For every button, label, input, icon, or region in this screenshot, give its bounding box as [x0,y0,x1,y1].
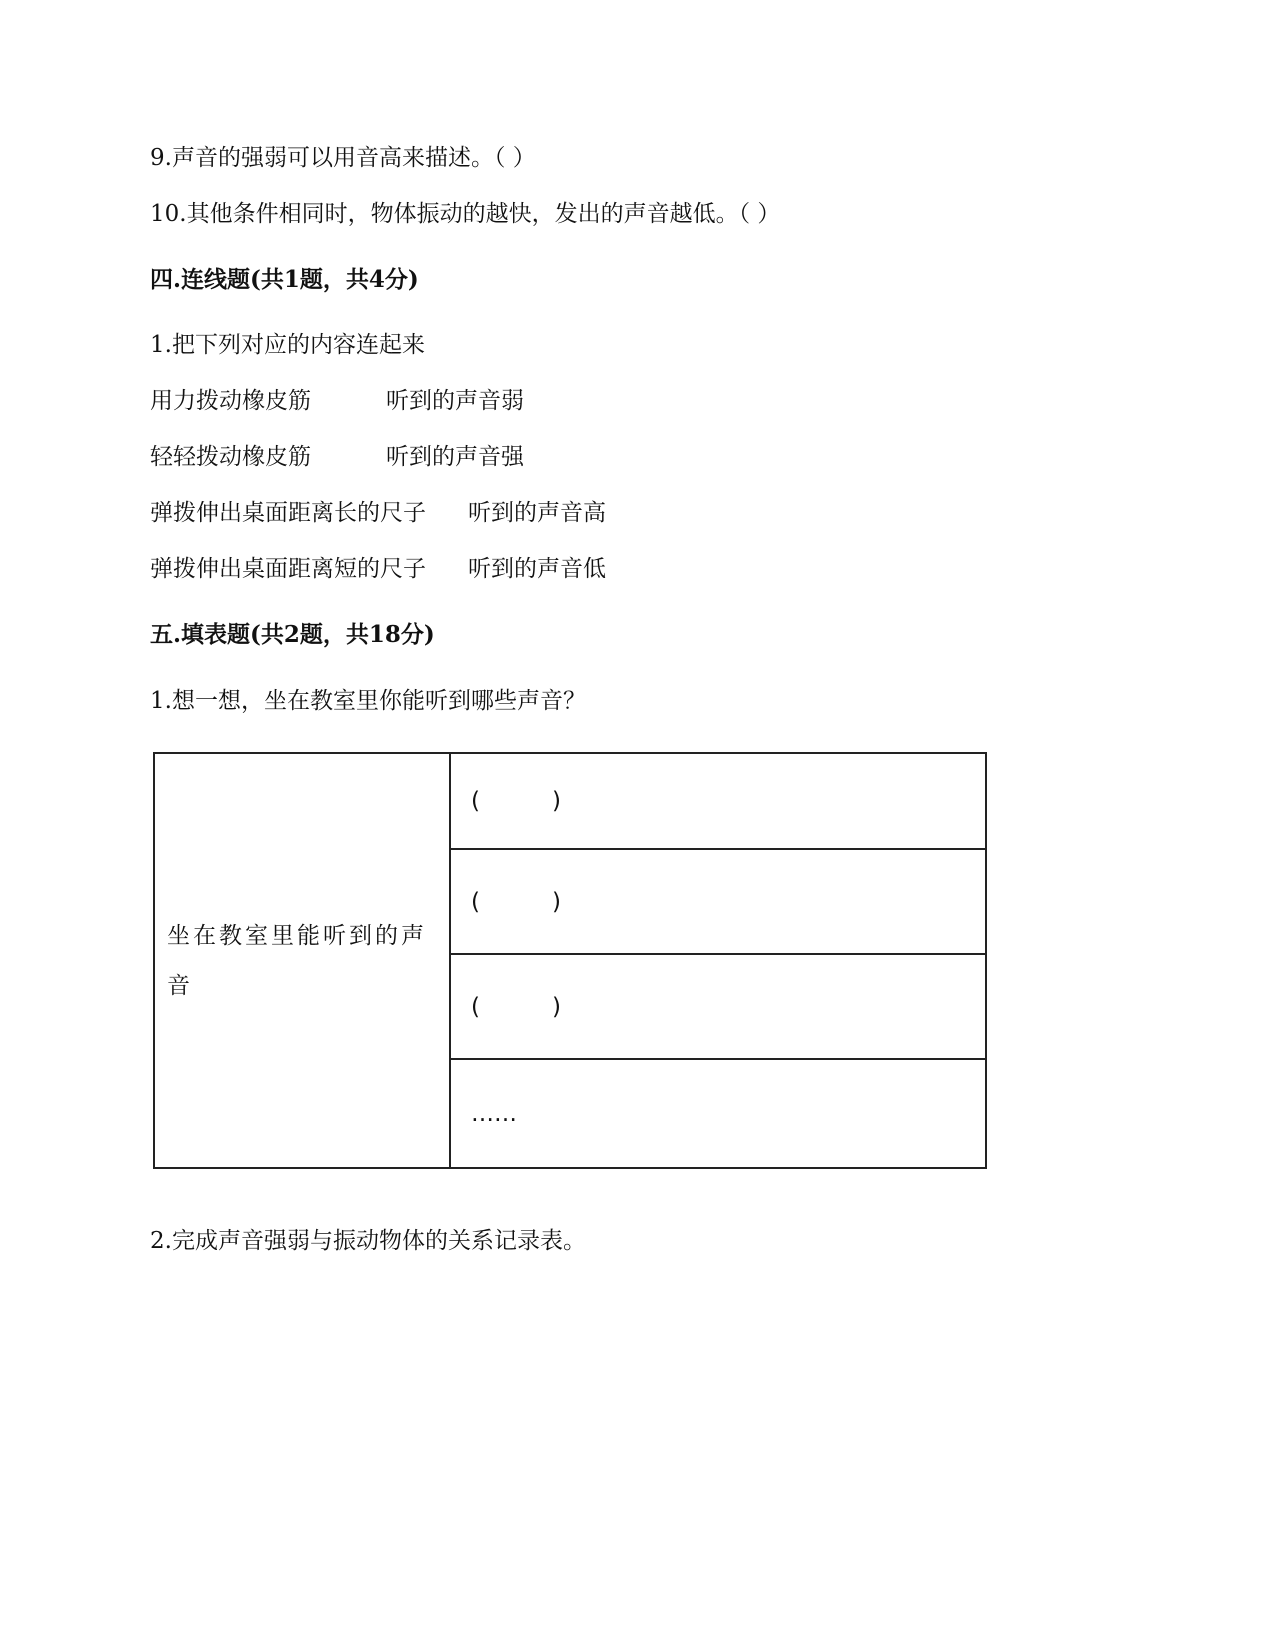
paren-open: ( [471,788,480,814]
matching-pair-1 [150,386,524,416]
sounds-table [153,752,987,1169]
paren-close: ) [551,888,561,915]
fill-table-question-1: 1.想一想，坐在教室里你能听到哪些声音？ [150,688,586,714]
matching-pair-2 [150,442,524,472]
matching-left-2: 轻轻拨动橡皮筋 [150,444,311,470]
fill-table-question-2: 2.完成声音强弱与振动物体的关系记录表。 [150,1228,586,1254]
section-5-heading: 五.填表题(共2题，共18分) [150,621,435,648]
answer-cell-2[interactable] [451,850,985,955]
matching-right-1: 听到的声音弱 [386,388,524,414]
answer-cell-3[interactable] [451,955,985,1060]
answer-cell-1[interactable] [451,754,985,850]
ellipsis-text: …… [471,1100,517,1127]
matching-pair-3 [150,498,606,528]
question-tf-9: 9.声音的强弱可以用音高来描述。（ ） [150,145,536,171]
matching-question-1: 1.把下列对应的内容连起来 [150,332,425,358]
table-row-label: 坐在教室里能听到的声音 [155,754,451,1167]
matching-left-4: 弹拨伸出桌面距离短的尺子 [150,556,426,582]
matching-right-2: 听到的声音强 [386,444,524,470]
paren-close: ) [551,788,561,814]
matching-right-3: 听到的声音高 [468,500,606,526]
answer-cell-ellipsis [451,1060,985,1167]
paren-close: ) [551,993,561,1020]
matching-left-3: 弹拨伸出桌面距离长的尺子 [150,500,426,526]
paren-open: ( [471,993,480,1020]
matching-left-1: 用力拨动橡皮筋 [150,388,311,414]
matching-right-4: 听到的声音低 [468,556,606,582]
section-4-heading: 四.连线题(共1题，共4分) [150,266,419,293]
matching-pair-4 [150,554,606,584]
table-answer-column [451,754,985,1167]
paren-open: ( [471,888,480,915]
question-tf-10: 10.其他条件相同时，物体振动的越快，发出的声音越低。（ ） [150,201,781,227]
